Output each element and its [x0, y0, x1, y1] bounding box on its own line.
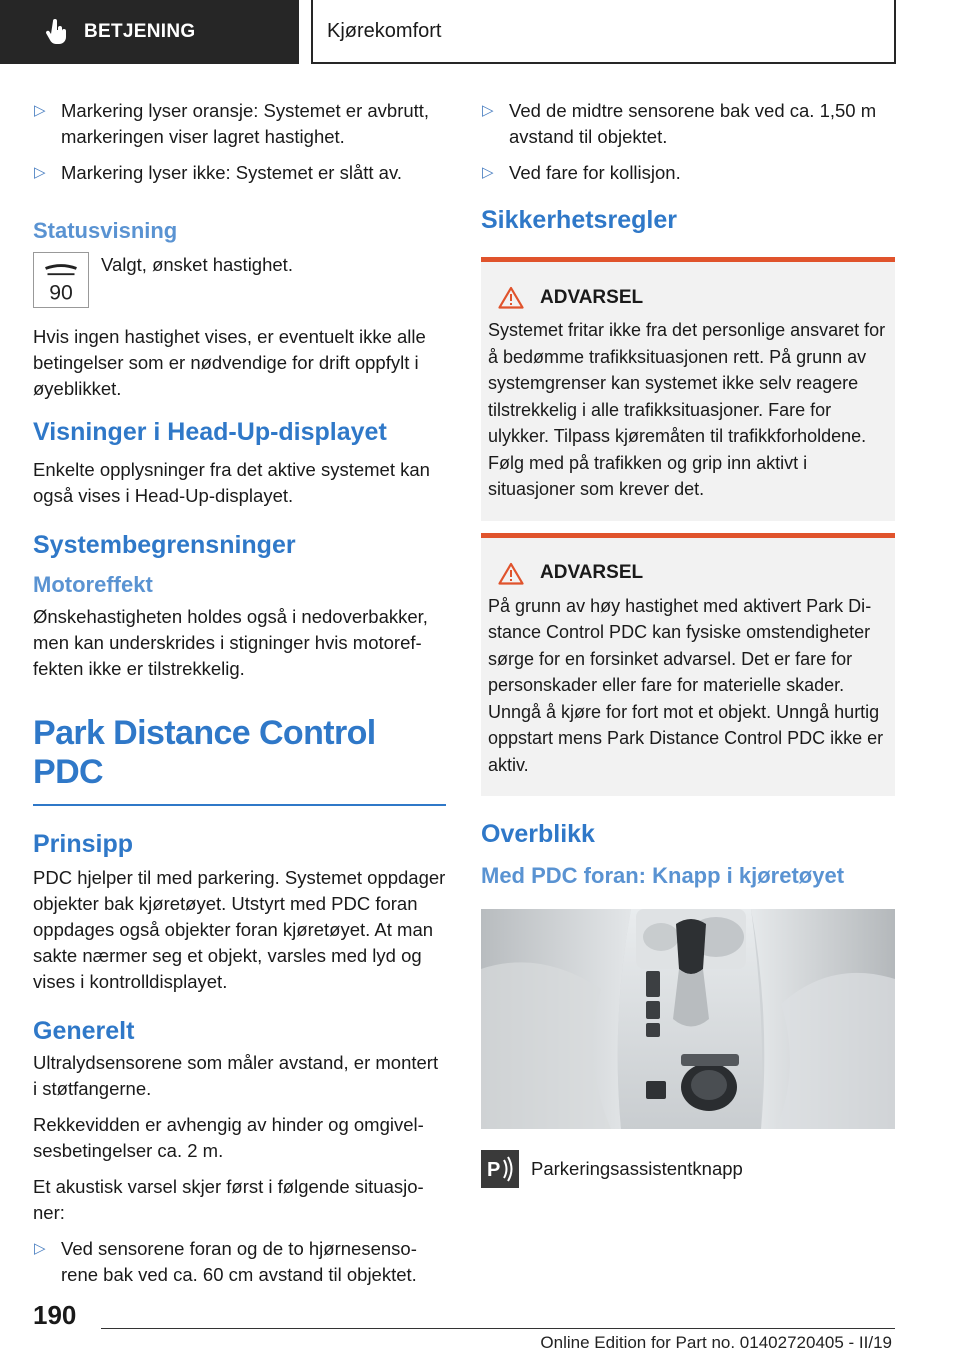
safety-heading: Sikkerhetsregler [481, 206, 677, 234]
footer-edition: Online Edition for Part no. 01402720405 - II/19 [540, 1333, 892, 1352]
bullet-triangle-icon: ▷ [482, 102, 494, 119]
list-item: ▷ Markering lyser ikke: Systemet er slått av. [33, 160, 446, 186]
chapter-tab[interactable] [0, 0, 299, 64]
paragraph: Ønskehastigheten holdes også i nedoverbakker, men kan underskrides i stigninger hvis motoreffekten ikke er tilstrekkelig. [33, 606, 428, 679]
hud-heading: Visninger i Head-Up-displayet [33, 418, 387, 446]
warning-triangle-icon [498, 562, 524, 585]
chapter-tab-label: BETJENING [84, 21, 196, 42]
warning-text: På grunn av høy hastighet med aktivert Park Distance Control PDC kan fysiske omstendigheter sørge for en forsinket advarsel. Det er fare for personskader eller fare for materielle skader. Unngå å kjøre for fort mot et objekt. Unngå hurtig oppstart mens Park Distance Control PDC ikke er aktiv. [488, 595, 884, 775]
bullet-triangle-icon: ▷ [34, 164, 46, 181]
paragraph: Rekkevidden er avhengig av hinder og omgivelsesbetingelser ca. 2 m. [33, 1114, 424, 1161]
park-assist-icon [481, 1150, 519, 1188]
list-item: ▷ Markering lyser oransje: Systemet er avbrutt, markeringen viser lagret hastighet. [34, 100, 430, 147]
list-item: ▷ Ved fare for kollisjon. [481, 160, 895, 186]
front-pdc-heading: Med PDC foran: Knapp i kjøretøyet [481, 863, 845, 888]
svg-text:90: 90 [49, 281, 73, 305]
legend-row [481, 1150, 895, 1188]
speed-display-icon [33, 252, 89, 308]
right-column [481, 98, 895, 1188]
bullet-triangle-icon: ▷ [34, 102, 46, 119]
bullet-triangle-icon: ▷ [482, 164, 494, 181]
overview-heading: Overblikk [481, 820, 595, 848]
warning-title: ADVARSEL [540, 562, 644, 583]
motor-heading: Motoreffekt [33, 572, 153, 597]
left-column [33, 98, 446, 1298]
center-console-photo [481, 909, 895, 1129]
list-item: ▷ Ved de midtre sensorene bak ved ca. 1,50 m avstand til objektet. [482, 100, 877, 147]
section-title: Kjørekomfort [311, 0, 896, 64]
warning-header [498, 562, 887, 585]
bullet-triangle-icon: ▷ [34, 1240, 46, 1257]
warning-header [498, 286, 887, 309]
svg-text:P: P [487, 1159, 501, 1181]
paragraph: PDC hjelper til med parkering. Systemet oppdager objekter bak kjøretøyet. Utstyrt med PDC foran oppdages også objekter foran kjøretøyet. At man sakte nærmer seg et objekt, varsles med lyd og vises i kontrolldisplayet. [33, 867, 446, 992]
warning-title: ADVARSEL [540, 286, 644, 308]
paragraph: Hvis ingen hastighet vises, er eventuelt ikke alle betingelser som er nødvendige for drift oppfylt i øyeblikket. [33, 326, 426, 399]
hand-pointer-icon [44, 19, 70, 45]
status-display-row [33, 252, 446, 308]
warning-box [481, 257, 895, 521]
pdc-chapter-heading: Park Distance Control PDC [33, 714, 446, 806]
limits-heading: Systembegrensninger [33, 531, 296, 559]
prinsipp-heading: Prinsipp [33, 830, 134, 858]
page-number: 190 [33, 1300, 77, 1330]
paragraph: Et akustisk varsel skjer først i følgende situasjoner: [33, 1176, 424, 1223]
warning-box [481, 533, 895, 797]
paragraph: Enkelte opplysninger fra det aktive systemet kan også vises i Head-Up-displayet. [33, 459, 430, 506]
footer-divider [101, 1328, 895, 1329]
warning-triangle-icon [498, 286, 524, 309]
legend-label: Parkeringsassistentknapp [531, 1158, 743, 1179]
generelt-heading: Generelt [33, 1017, 135, 1045]
status-description: Valgt, ønsket hastighet. [101, 254, 293, 275]
warning-text: Systemet fritar ikke fra det personlige ansvaret for å bedømme trafikksituasjonen rett. På grunn av systemgrenser kan systemet ikke selv reagere tilstrekkelig i alle trafikksituasjoner. Fare for ulykker. Tilpass kjøremåten til trafikkforholdene. Følg med på trafikken og grip inn aktivt i situasjoner som krever det. [488, 320, 886, 499]
paragraph: Ultralydsensorene som måler avstand, er montert i støtfangerne. [33, 1052, 439, 1099]
statusvisning-heading: Statusvisning [33, 218, 178, 243]
list-item: ▷ Ved sensorene foran og de to hjørnesensorene bak ved ca. 60 cm avstand til objektet. [34, 1238, 417, 1285]
